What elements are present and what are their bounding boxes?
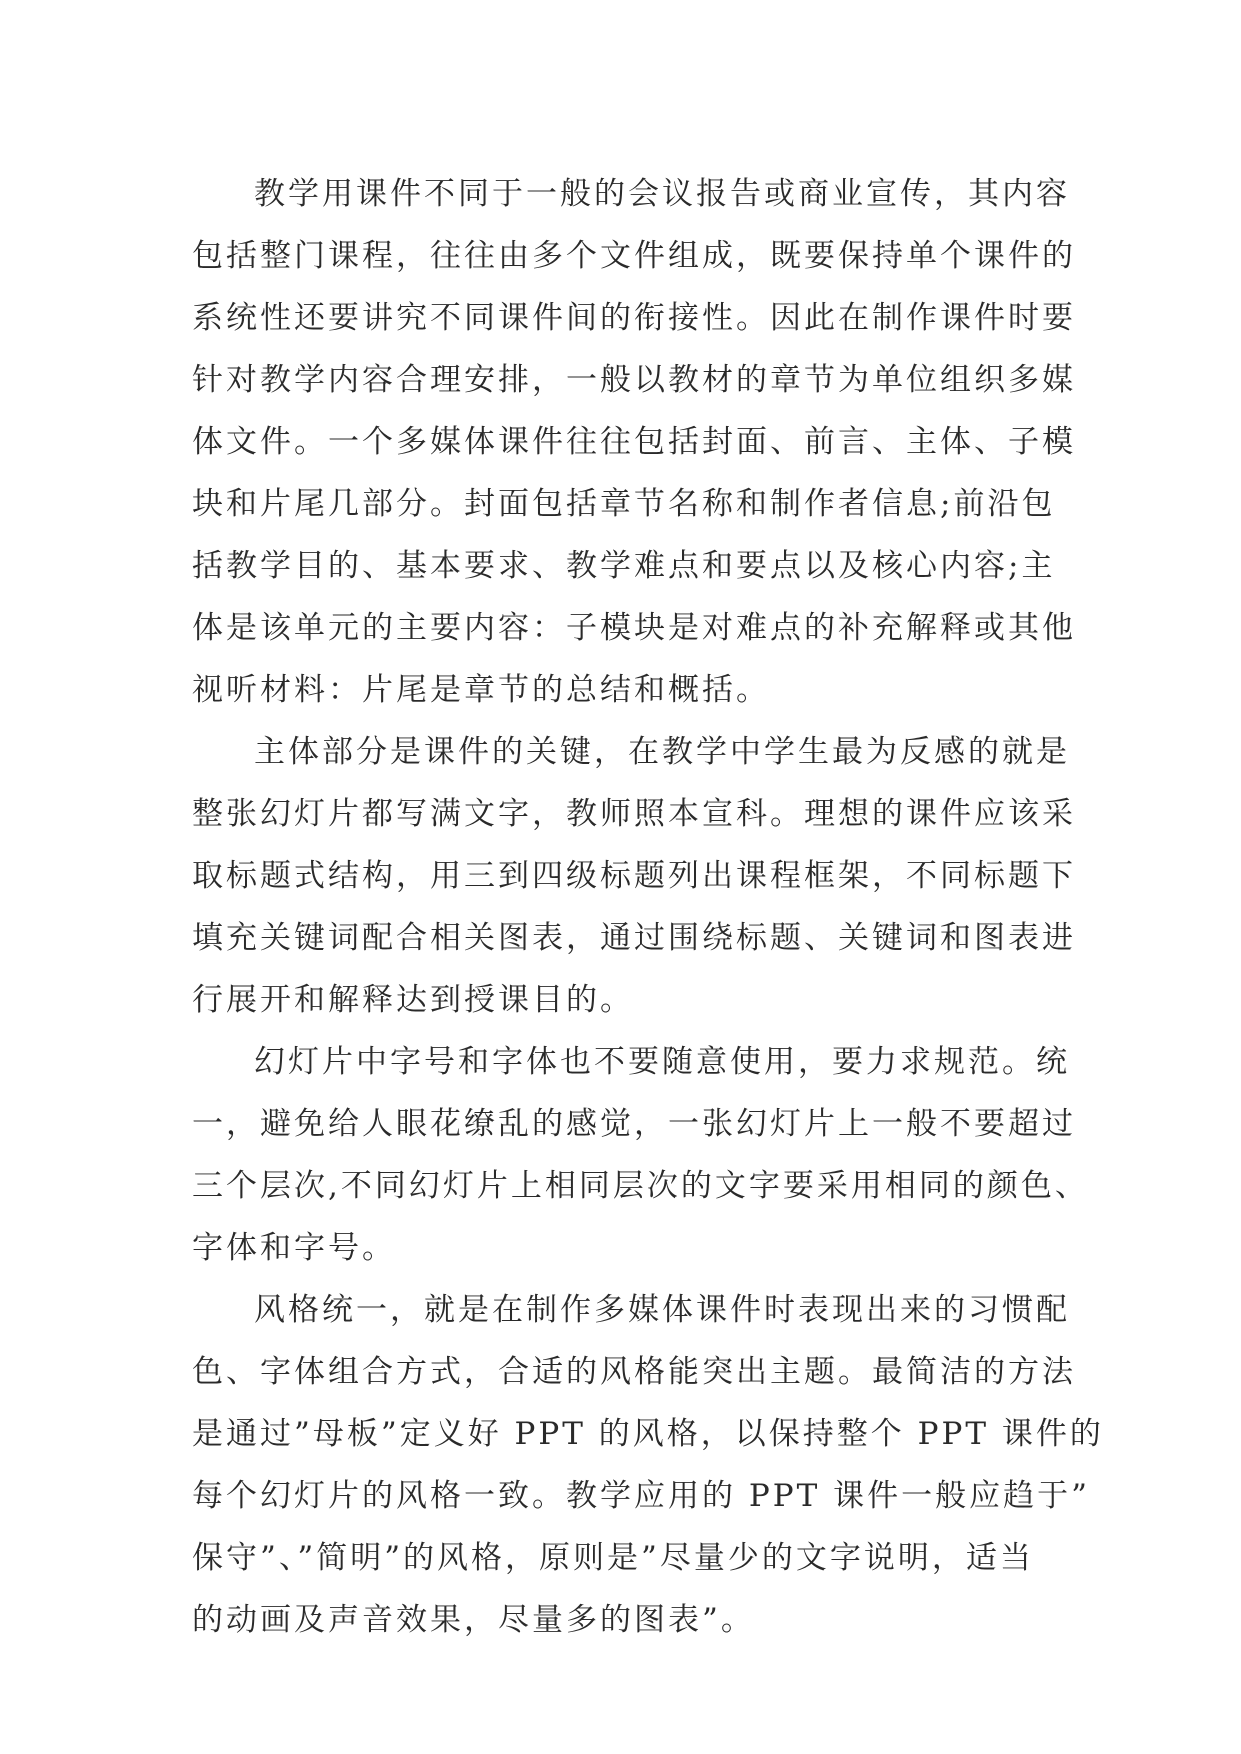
text-line: 视听材料：片尾是章节的总结和概括。 — [192, 672, 770, 708]
text-line: 一，避免给人眼花缭乱的感觉，一张幻灯片上一般不要超过 — [192, 1106, 1076, 1142]
text-line: 是通过”母板”定义好 PPT 的风格，以保持整个 PPT 课件的 — [192, 1416, 1104, 1452]
text-line: 色、字体组合方式，合适的风格能突出主题。最简洁的方法 — [192, 1354, 1076, 1390]
text-line: 字体和字号。 — [192, 1230, 396, 1266]
text-line: 针对教学内容合理安排，一般以教材的章节为单位组织多媒 — [192, 362, 1076, 398]
text-line: 块和片尾几部分。封面包括章节名称和制作者信息;前沿包 — [192, 486, 1056, 522]
text-line: 三个层次,不同幻灯片上相同层次的文字要采用相同的颜色、 — [192, 1168, 1089, 1204]
text-line: 体文件。一个多媒体课件往往包括封面、前言、主体、子模 — [192, 424, 1076, 460]
document-body — [192, 163, 1104, 1651]
paragraph — [192, 1031, 1089, 1279]
text-line: 包括整门课程，往往由多个文件组成，既要保持单个课件的 — [192, 238, 1076, 274]
text-line: 填充关键词配合相关图表，通过围绕标题、关键词和图表进 — [192, 920, 1076, 956]
text-line: 保守”、”简明”的风格，原则是”尽量少的文字说明，适当 — [192, 1540, 1034, 1576]
text-line: 系统性还要讲究不同课件间的衔接性。因此在制作课件时要 — [192, 300, 1076, 336]
text-line: 行展开和解释达到授课目的。 — [192, 982, 634, 1018]
text-line: 每个幻灯片的风格一致。教学应用的 PPT 课件一般应趋于” — [192, 1478, 1090, 1514]
text-line: 教学用课件不同于一般的会议报告或商业宣传，其内容 — [254, 176, 1070, 212]
text-line: 体是该单元的主要内容：子模块是对难点的补充解释或其他 — [192, 610, 1076, 646]
text-line: 整张幻灯片都写满文字，教师照本宣科。理想的课件应该采 — [192, 796, 1076, 832]
text-line: 括教学目的、基本要求、教学难点和要点以及核心内容;主 — [192, 548, 1056, 584]
text-line: 取标题式结构，用三到四级标题列出课程框架，不同标题下 — [192, 858, 1076, 894]
paragraph — [192, 1279, 1104, 1651]
text-line: 幻灯片中字号和字体也不要随意使用，要力求规范。统 — [254, 1044, 1070, 1080]
text-line: 的动画及声音效果，尽量多的图表”。 — [192, 1602, 755, 1638]
paragraph — [192, 163, 1076, 721]
text-line: 主体部分是课件的关键，在教学中学生最为反感的就是 — [254, 734, 1070, 770]
text-line: 风格统一，就是在制作多媒体课件时表现出来的习惯配 — [254, 1292, 1070, 1328]
paragraph — [192, 721, 1076, 1031]
